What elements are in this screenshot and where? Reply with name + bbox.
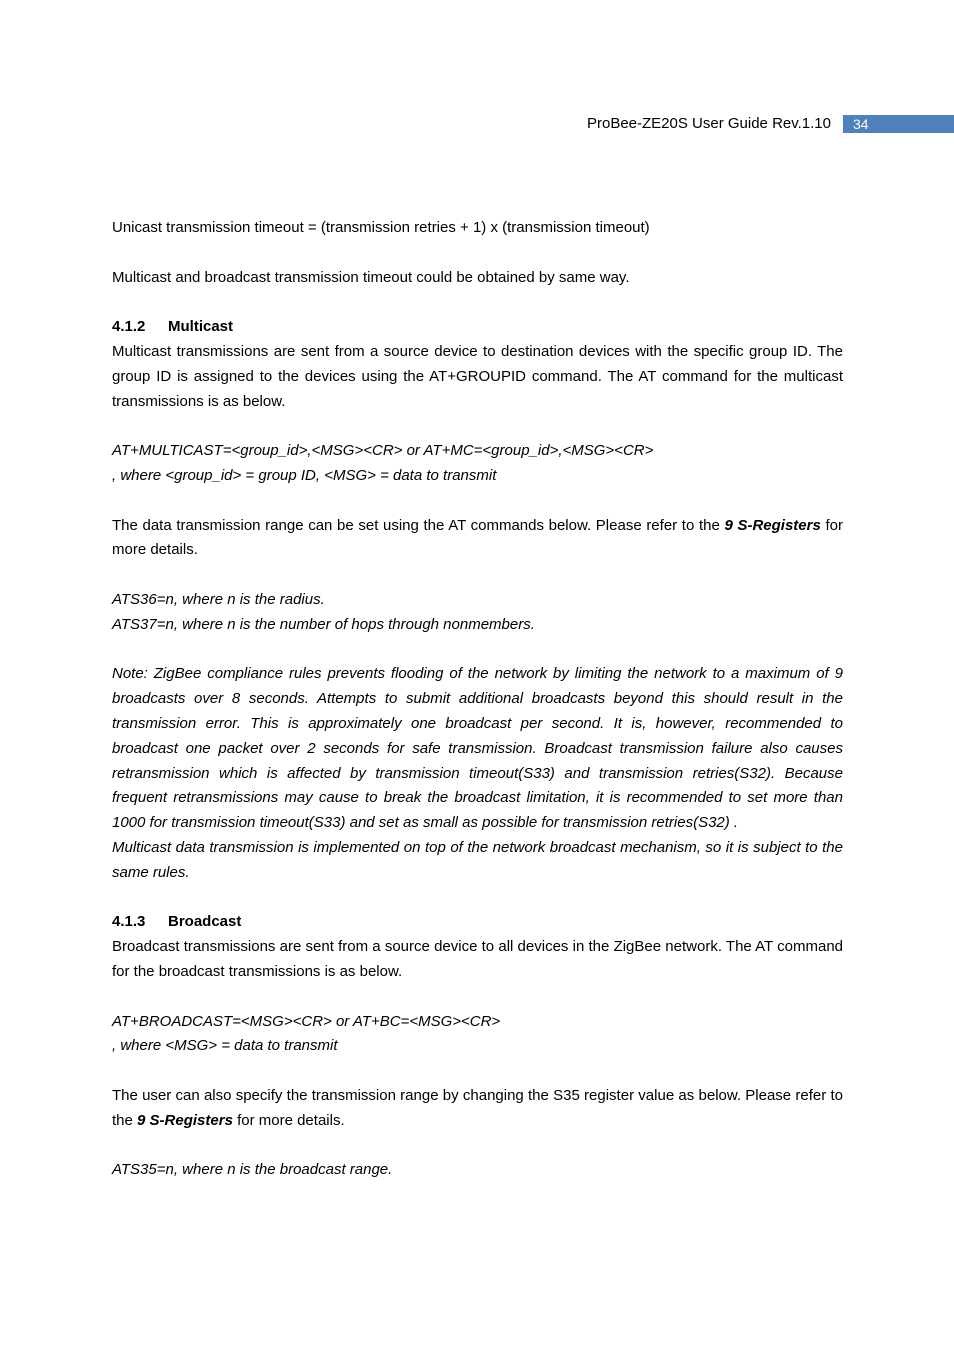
section-title: Multicast [168,318,234,336]
multicast-broadcast-timeout-text: Multicast and broadcast transmission timeout could be obtained by same way. [112,268,630,286]
ats37-command: ATS37=n, where n is the number of hops through nonmembers. [112,615,535,633]
section-number: 4.1.3 [112,913,146,931]
broadcast-description: Broadcast transmissions are sent from a source device to all devices in the ZigBee network. The AT command for the broadcast transmissions is as below. [112,938,843,980]
s35-paragraph [112,1084,843,1134]
zigbee-compliance-note: Note: ZigBee compliance rules prevents flooding of the network by limiting the network to a maximum of 9 broadcasts over 8 seconds. Attempts to submit additional broadcasts beyond this should result in the transmission error. This is approximately one broadcast per second. It is, however, recommended to broadcast one packet over 2 seconds for safe transmission. Broadcast transmission failure also causes retransmission which is affected by transmission timeout(S33) and transmission retries(S32). Because frequent retransmissions may cause to break the broadcast limitation, it is recommended to set more than 1000 for transmission timeout(S33) and set as small as possible for transmission retries(S32) . [112,665,843,832]
section-heading-multicast [112,315,843,340]
page-content [112,216,843,1183]
ats35-command: ATS35=n, where n is the broadcast range. [112,1161,393,1179]
broadcast-command-where: , where <MSG> = data to transmit [112,1037,338,1055]
range-text: The data transmission range can be set using the AT commands below. Please refer to the [112,516,725,534]
range-text-end: for more details. [112,516,843,559]
s35-text: The user can also specify the transmission range by changing the S35 register value as below. Please refer to the [112,1086,843,1129]
s-registers-reference: 9 S-Registers [137,1111,233,1129]
document-title: ProBee-ZE20S User Guide Rev.1.10 [586,115,831,132]
section-heading-broadcast [112,910,843,935]
broadcast-command: AT+BROADCAST=<MSG><CR> or AT+BC=<MSG><CR> [112,1012,501,1030]
section-number: 4.1.2 [112,318,146,336]
multicast-rules-note: Multicast data transmission is implemented on top of the network broadcast mechanism, so it is subject to the same rules. [112,838,843,881]
range-paragraph [112,514,843,564]
multicast-command-where: , where <group_id> = group ID, <MSG> = data to transmit [112,466,497,484]
multicast-description: Multicast transmissions are sent from a source device to destination devices with the specific group ID. The group ID is assigned to the devices using the AT+GROUPID command. The AT command for the multicast transmissions is as below. [112,342,843,410]
ats36-command: ATS36=n, where n is the radius. [112,590,325,608]
multicast-command: AT+MULTICAST=<group_id>,<MSG><CR> or AT+MC=<group_id>,<MSG><CR> [112,442,654,460]
page-header [0,114,954,134]
unicast-timeout-formula: Unicast transmission timeout = (transmission retries + 1) x (transmission timeout) [112,219,650,236]
s-registers-reference: 9 S-Registers [724,516,821,534]
section-title: Broadcast [168,913,242,931]
s35-text-end: for more details. [232,1111,345,1129]
page-number-badge: 34 [843,115,954,133]
